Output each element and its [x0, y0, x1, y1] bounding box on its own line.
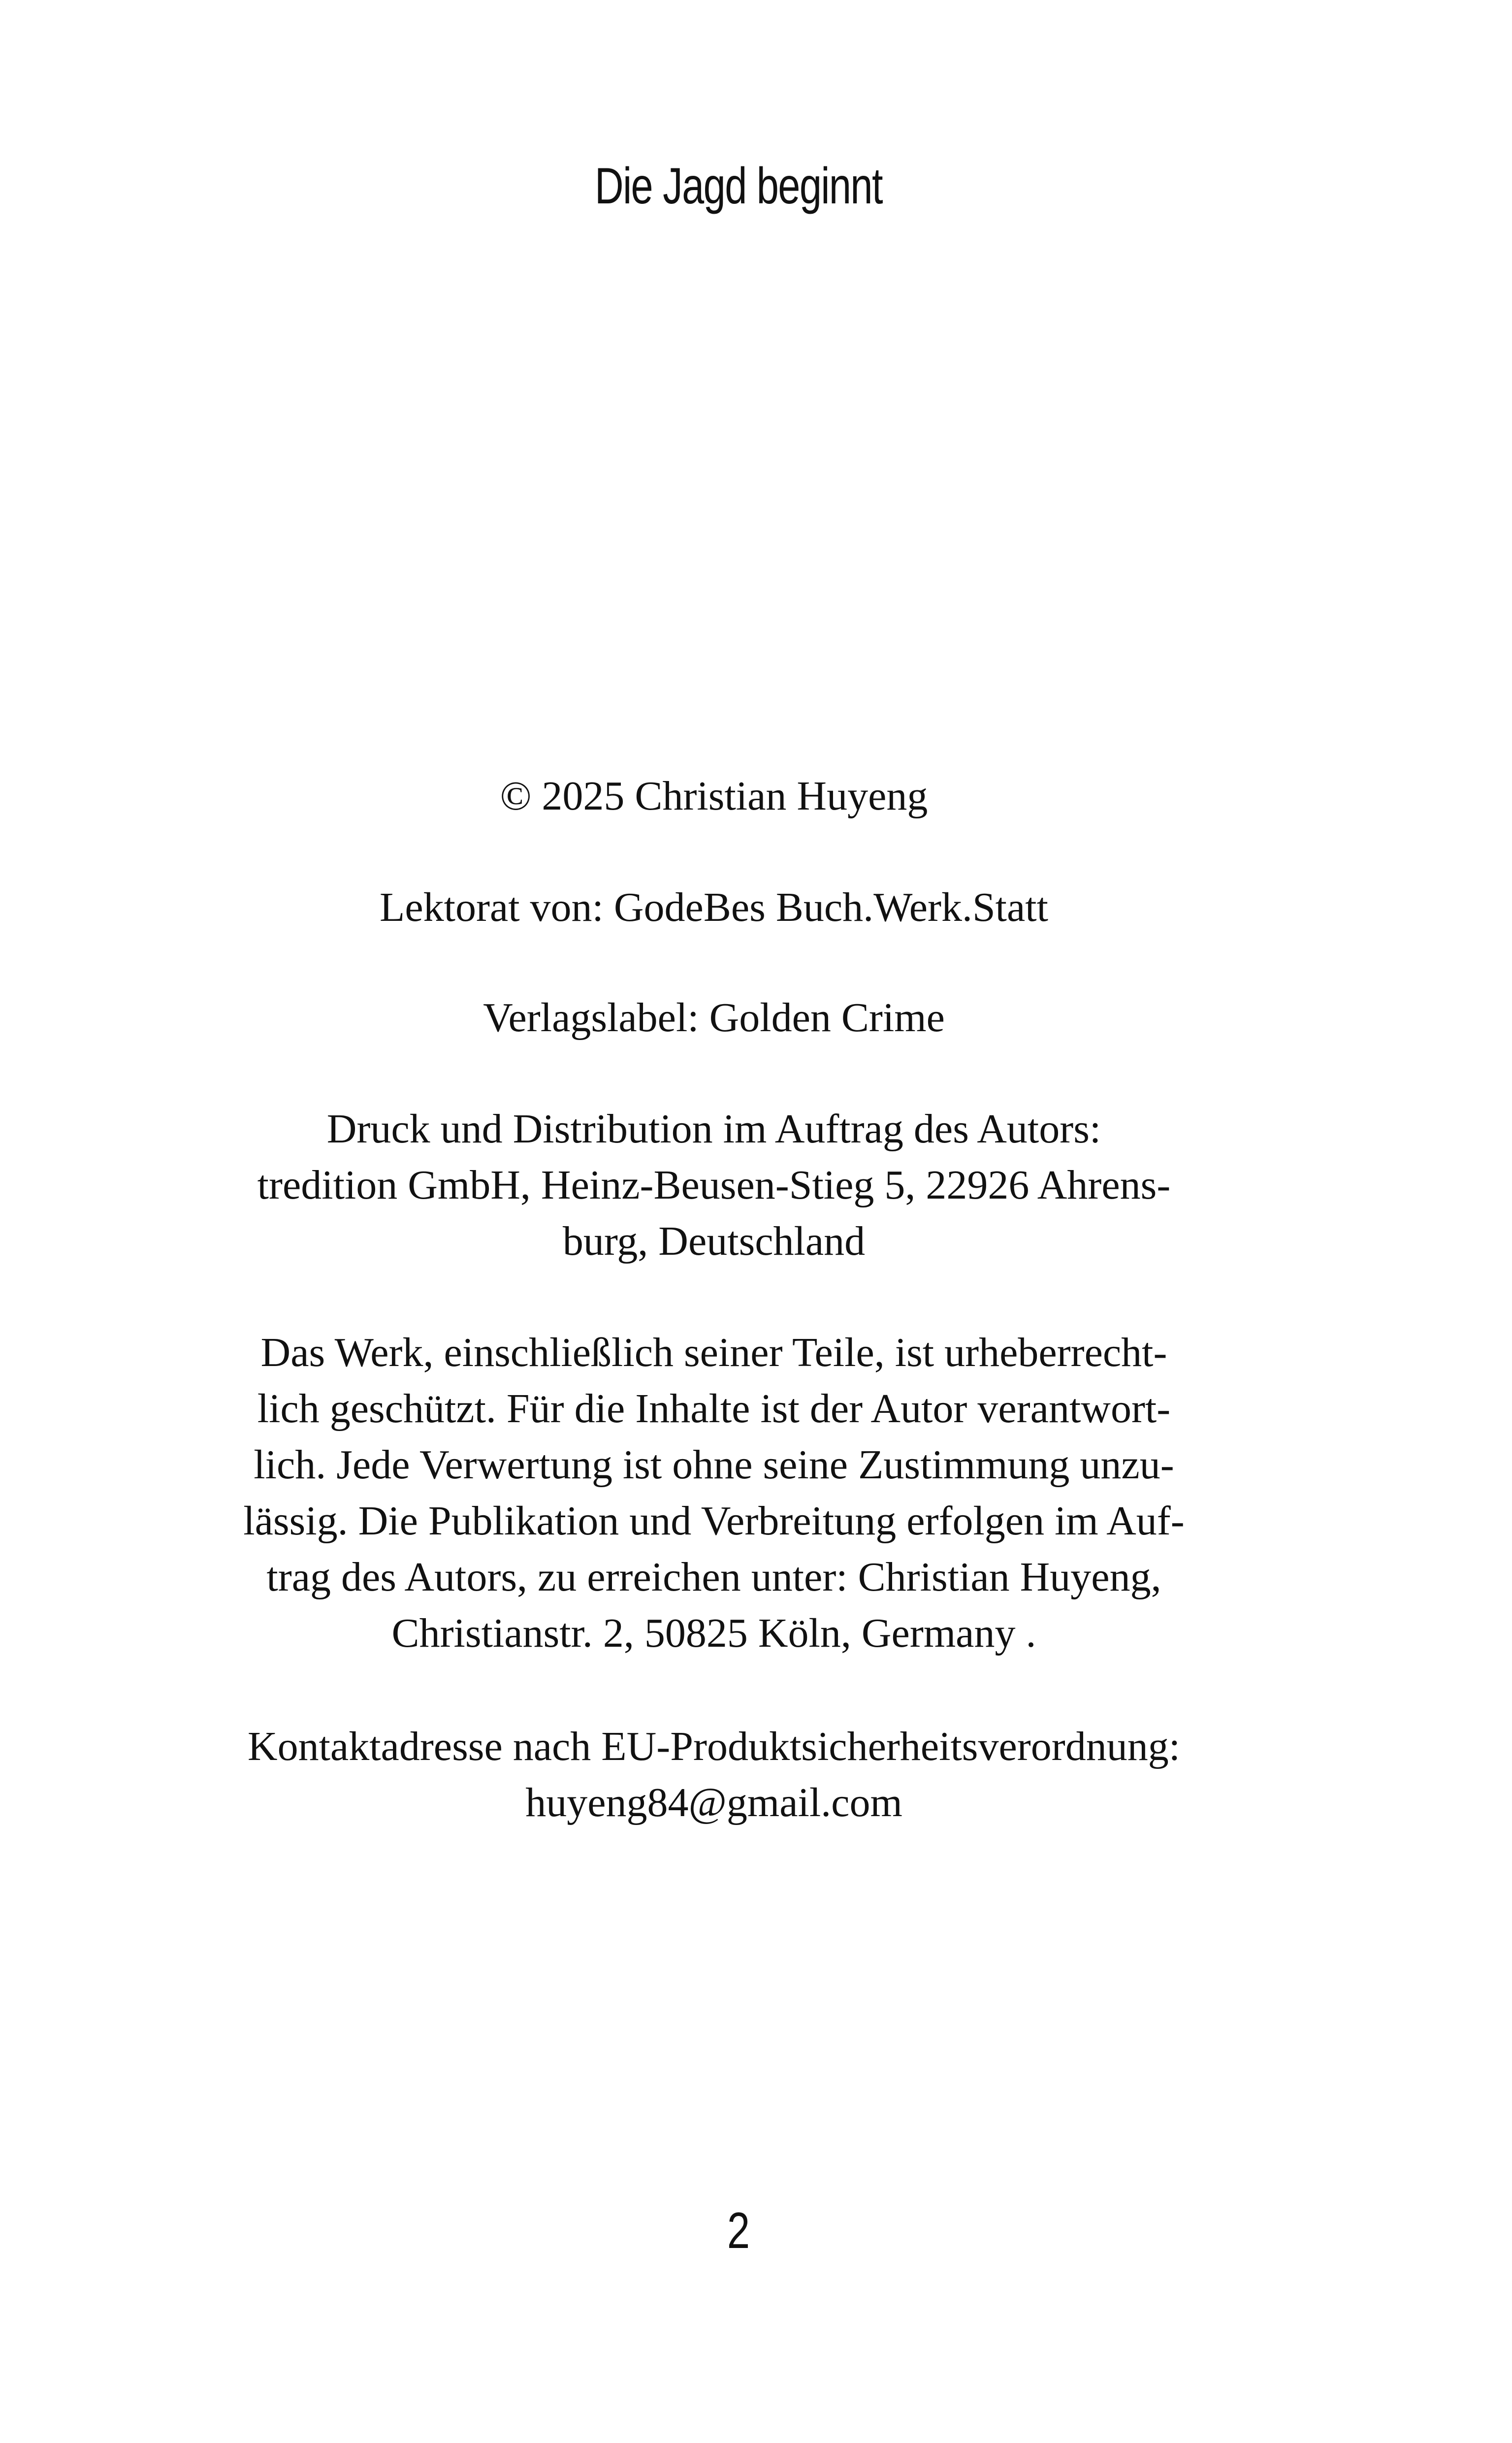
copyright-text: © 2025 Christian Huyeng	[500, 773, 928, 819]
werk-line: Christianstr. 2, 50825 Köln, Germany .	[391, 1610, 1036, 1656]
publisher-label	[172, 990, 1255, 1046]
werk-line: lich geschützt. Für die Inhalte ist der Autor verantwort-	[257, 1386, 1171, 1432]
werk-line: Das Werk, einschließlich seiner Teile, ist urheberrecht-	[260, 1330, 1167, 1375]
running-header-title: Die Jagd beginnt	[595, 158, 882, 215]
editor-credit	[172, 879, 1255, 936]
kontakt-line: Kontaktadresse nach EU-Produktsicherheitsverordnung:	[247, 1724, 1181, 1769]
druck-line: Druck und Distribution im Auftrag des Autors:	[326, 1106, 1101, 1152]
printing-distribution-block	[172, 1101, 1255, 1270]
contact-email: huyeng84@gmail.com	[525, 1780, 902, 1825]
verlagslabel-text: Verlagslabel: Golden Crime	[483, 995, 945, 1041]
druck-line: burg, Deutschland	[562, 1218, 866, 1264]
contact-block	[172, 1719, 1255, 1831]
page-number: 2	[727, 2202, 750, 2259]
copyright-legal-block	[172, 1325, 1255, 1661]
druck-line: tredition GmbH, Heinz-Beusen-Stieg 5, 22926 Ahrens-	[257, 1162, 1171, 1208]
werk-line: lich. Jede Verwertung ist ohne seine Zustimmung unzu-	[254, 1442, 1174, 1488]
werk-line: trag des Autors, zu erreichen unter: Christian Huyeng,	[266, 1554, 1161, 1600]
lektorat-text: Lektorat von: GodeBes Buch.Werk.Statt	[380, 884, 1048, 930]
copyright-notice	[172, 768, 1255, 824]
werk-line: lässig. Die Publikation und Verbreitung erfolgen im Auf-	[243, 1498, 1185, 1544]
